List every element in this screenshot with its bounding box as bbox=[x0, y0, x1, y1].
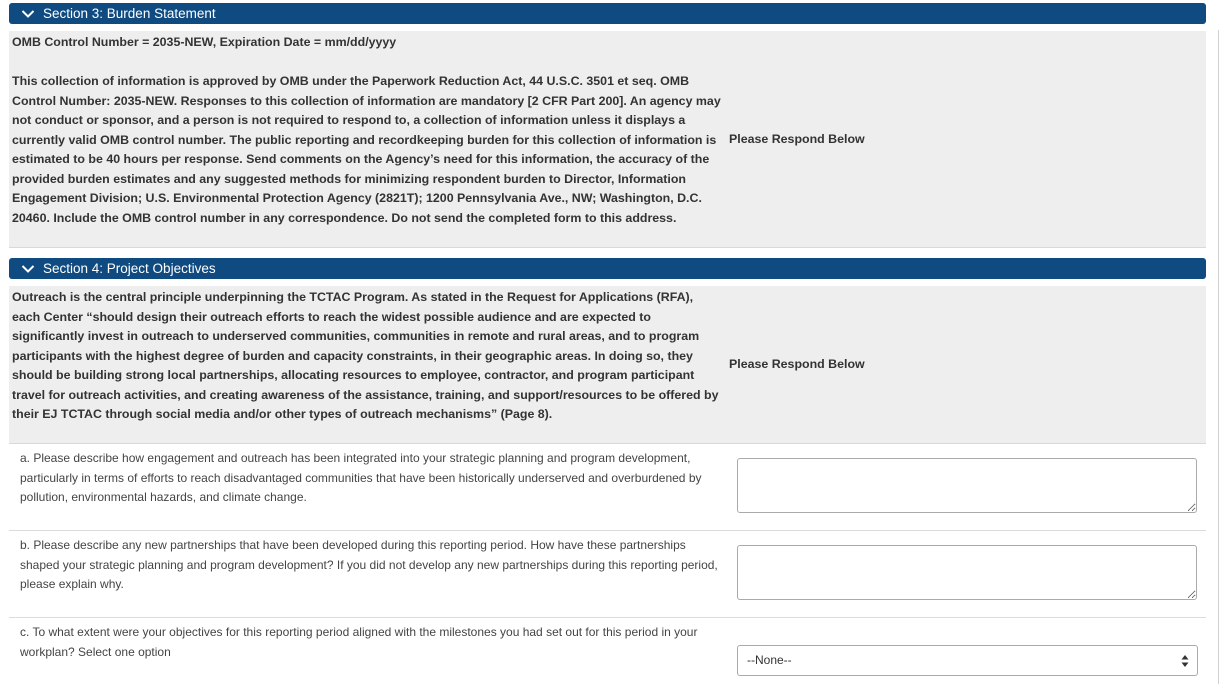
burden-statement-text: This collection of information is approved by OMB under the Paperwork Reduction Act, 44 U.S.C. 3501 et seq. OMB Control Number: 2035-NEW. Responses to this collection of information are mandatory [2 CFR Part 200]. An agency may not conduct or sponsor, and a person is not required to respond to, a collection of information unless it displays a currently valid OMB control number. The public reporting and recordkeeping burden for this collection of information is estimated to be 40 hours per response. Send comments on the Agency’s need for this information, the accuracy of the provided burden estimates and any suggested methods for minimizing respondent burden to Director, Information Engagement Division; U.S. Environmental Protection Agency (2821T); 1200 Pennsylvania Ave., NW; Washington, D.C. 20460. Include the OMB control number in any correspondence. Do not send the completed form to this address. bbox=[12, 74, 721, 225]
omb-control-line: OMB Control Number = 2035-NEW, Expiration Date = mm/dd/yyyy bbox=[12, 35, 397, 49]
question-c-selected-value: --None-- bbox=[747, 653, 792, 667]
question-row-c bbox=[9, 618, 1206, 684]
section-4-title: Section 4: Project Objectives bbox=[43, 261, 216, 276]
question-a-text: a. Please describe how engagement and outreach has been integrated into your strategic planning and program development, particularly in terms of efforts to reach disadvantaged communities that have been historically underserved and overburdened by pollution, environmental hazards, and climate change. bbox=[20, 451, 702, 504]
chevron-down-icon bbox=[21, 264, 35, 274]
question-c-text: c. To what extent were your objectives for this reporting period aligned with the milestones you had set out for this period in your workplan? Select one option bbox=[20, 625, 698, 659]
respond-below-label: Please Respond Below bbox=[729, 357, 865, 371]
project-objectives-block bbox=[9, 286, 1206, 444]
question-b-text: b. Please describe any new partnerships that have been developed during this reporting period. How have these partnerships shaped your strategic planning and program development? If you did not develop any new partnerships during this reporting period, please explain why. bbox=[20, 538, 718, 591]
section-3-title: Section 3: Burden Statement bbox=[43, 6, 216, 21]
section-4-header[interactable] bbox=[9, 258, 1206, 279]
question-row-a bbox=[9, 444, 1206, 531]
burden-statement-block bbox=[9, 31, 1206, 248]
question-row-b bbox=[9, 531, 1206, 618]
chevron-down-icon bbox=[21, 9, 35, 19]
question-b-response[interactable] bbox=[737, 545, 1197, 600]
question-a-response[interactable] bbox=[737, 458, 1197, 513]
scrollbar-edge bbox=[1218, 30, 1219, 684]
project-objectives-text: Outreach is the central principle underpinning the TCTAC Program. As stated in the Request for Applications (RFA), each Center “should design their outreach efforts to reach the widest possible audience and are expected to significantly invest in outreach to underserved communities, communities in remote and rural areas, and to program participants with the highest degree of burden and capacity constraints, in their geographic areas. In doing so, they should be building strong local partnerships, allocating resources to employee, contractor, and program participant travel for outreach activities, and creating awareness of the assistance, training, and support/resources to be offered by their EJ TCTAC through social media and/or other types of outreach mechanisms” (Page 8). bbox=[12, 290, 719, 421]
respond-below-label: Please Respond Below bbox=[729, 132, 865, 146]
updown-arrows-icon bbox=[1181, 654, 1189, 668]
section-3-header[interactable] bbox=[9, 3, 1206, 24]
question-c-select[interactable] bbox=[737, 645, 1198, 676]
